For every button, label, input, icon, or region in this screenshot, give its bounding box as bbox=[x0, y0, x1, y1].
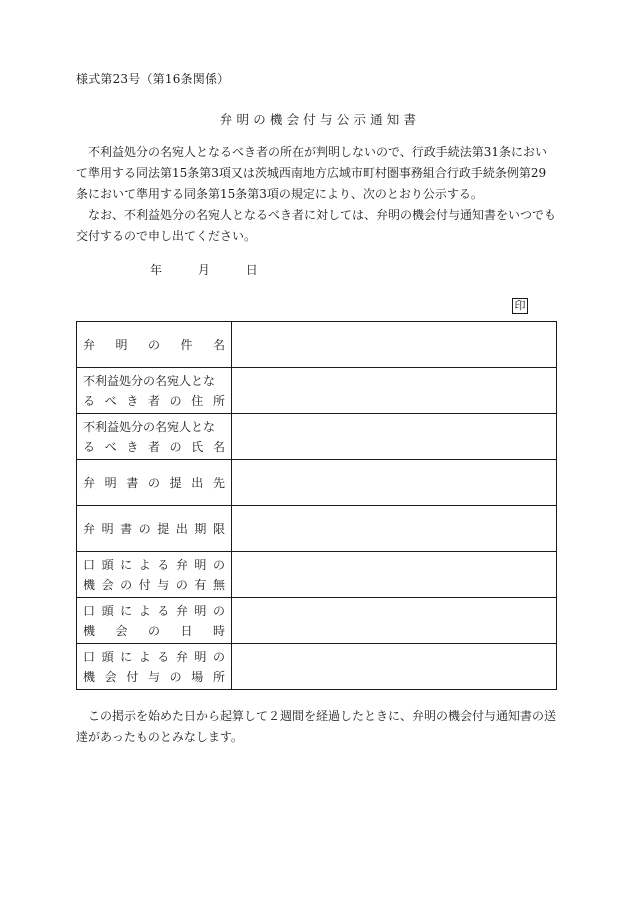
row-label-line: る べ き 者 の 住 所 bbox=[83, 393, 225, 408]
row-label bbox=[77, 322, 232, 368]
row-label-line: 弁 明 書 の 提 出 先 bbox=[83, 475, 225, 490]
date-year-label: 年 bbox=[150, 263, 163, 277]
row-label bbox=[77, 368, 232, 414]
row-label-line: 弁 明 書 の 提 出 期 限 bbox=[83, 521, 225, 536]
row-label bbox=[77, 506, 232, 552]
table-row bbox=[77, 598, 557, 644]
row-label-line: 機 会 付 与 の 場 所 bbox=[83, 669, 225, 684]
form-number: 様式第23号（第16条関係） bbox=[76, 72, 230, 86]
table-row bbox=[77, 414, 557, 460]
row-value-cell[interactable] bbox=[232, 644, 557, 690]
table-row bbox=[77, 506, 557, 552]
row-label bbox=[77, 644, 232, 690]
row-label-line: 不利益処分の名宛人とな bbox=[83, 373, 216, 388]
row-value-cell[interactable] bbox=[232, 414, 557, 460]
row-label-line: 機 会 の 日 時 bbox=[83, 623, 225, 638]
row-label bbox=[77, 460, 232, 506]
row-label-line: る べ き 者 の 氏 名 bbox=[83, 439, 225, 454]
row-label-line: 口 頭 に よ る 弁 明 の bbox=[83, 603, 225, 618]
row-value-cell[interactable] bbox=[232, 598, 557, 644]
row-label bbox=[77, 552, 232, 598]
table-row bbox=[77, 460, 557, 506]
row-value-cell[interactable] bbox=[232, 368, 557, 414]
row-value-cell[interactable] bbox=[232, 322, 557, 368]
date-line bbox=[150, 261, 258, 278]
document-title: 弁明の機会付与公示通知書 bbox=[219, 112, 421, 127]
table-body bbox=[77, 322, 557, 690]
row-label bbox=[77, 598, 232, 644]
date-day-label: 日 bbox=[245, 263, 258, 277]
table-row bbox=[77, 322, 557, 368]
seal-mark: 印 bbox=[512, 298, 528, 314]
footer-note: この掲示を始めた日から起算して２週間を経過したときに、弁明の機会付与通知書の送達があったものとみなします。 bbox=[76, 709, 557, 744]
row-label bbox=[77, 414, 232, 460]
table-row bbox=[77, 644, 557, 690]
notice-paragraph-1: 不利益処分の名宛人となるべき者の所在が判明しないので、行政手続法第31条において準用する同法第15条第3項又は茨城西南地方広域市町村圏事務組合行政手続条例第29条において準用する同条第15条第3項の規定により、次のとおり公示する。 bbox=[76, 145, 548, 201]
row-value-cell[interactable] bbox=[232, 552, 557, 598]
table-row bbox=[77, 552, 557, 598]
row-label-line: 機 会 の 付 与 の 有 無 bbox=[83, 577, 225, 592]
notice-details-table bbox=[76, 321, 557, 690]
row-label-line: 弁 明 の 件 名 bbox=[83, 337, 225, 352]
row-label-line: 口 頭 に よ る 弁 明 の bbox=[83, 649, 225, 664]
table-row bbox=[77, 368, 557, 414]
date-month-label: 月 bbox=[197, 263, 210, 277]
notice-paragraph-2: なお、不利益処分の名宛人となるべき者に対しては、弁明の機会付与通知書をいつでも交付するので申し出てください。 bbox=[76, 208, 557, 243]
row-value-cell[interactable] bbox=[232, 506, 557, 552]
row-label-line: 不利益処分の名宛人とな bbox=[83, 419, 216, 434]
row-value-cell[interactable] bbox=[232, 460, 557, 506]
row-label-line: 口 頭 に よ る 弁 明 の bbox=[83, 557, 225, 572]
